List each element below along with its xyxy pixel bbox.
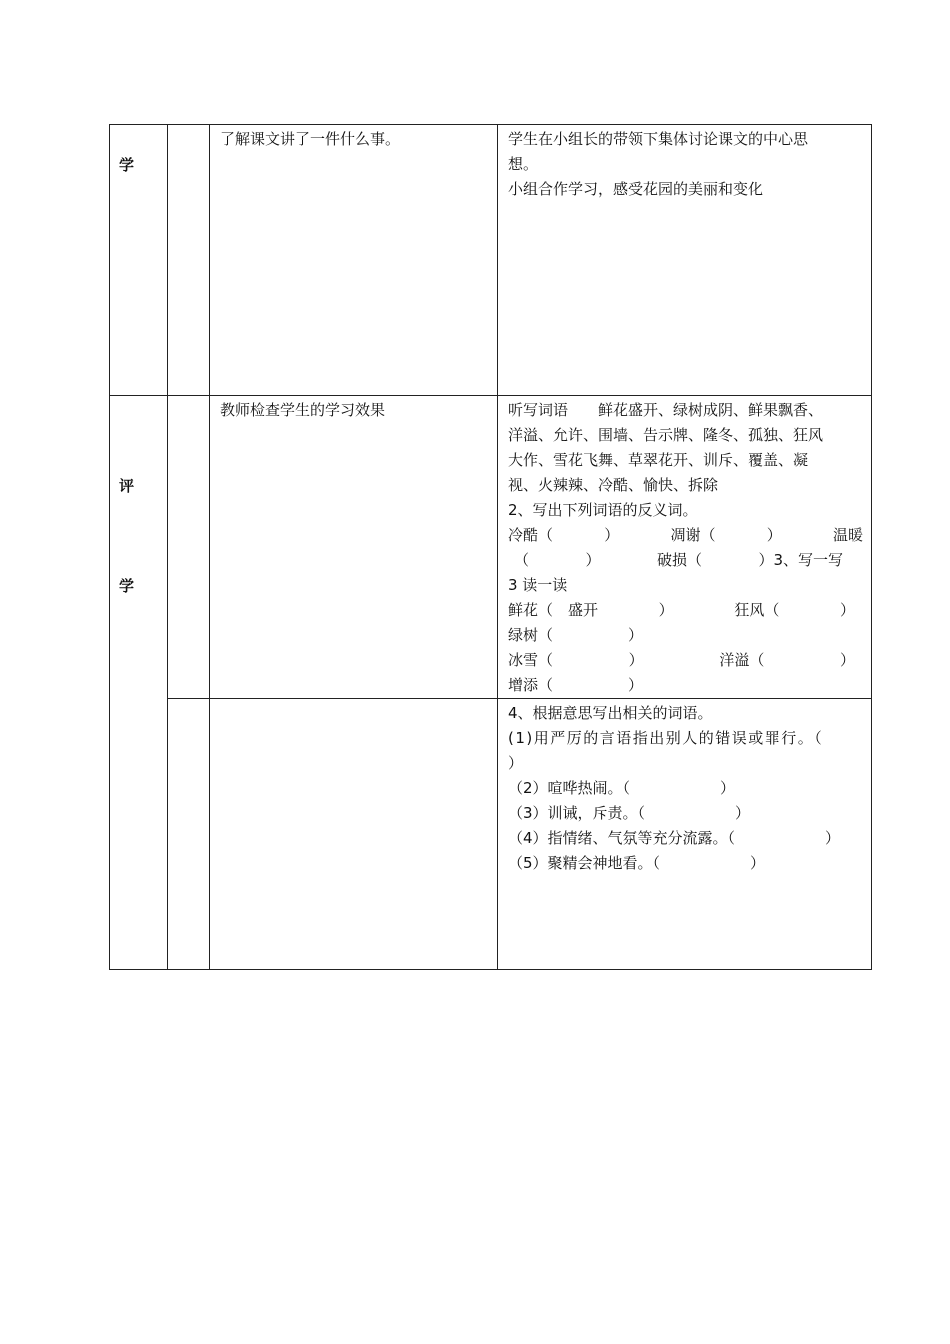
antonym-part: 温暖 bbox=[832, 526, 863, 544]
read-part: 鲜花（ 盛开 bbox=[508, 601, 599, 619]
read-line: 增添（ ） bbox=[508, 676, 644, 694]
empty-cell bbox=[168, 699, 210, 970]
exercise-item: （2）喧哗热闹。（ ） bbox=[508, 779, 736, 797]
stage-label: 学 bbox=[119, 156, 135, 174]
antonym-part: ） bbox=[604, 526, 620, 544]
stage-cell bbox=[110, 396, 168, 970]
dictation-line: 大作、雪花飞舞、草翠花开、训斥、覆盖、凝 bbox=[508, 451, 809, 469]
antonym-part: 破损（ bbox=[656, 551, 702, 569]
stage-label: 评 bbox=[119, 477, 135, 495]
empty-cell bbox=[168, 125, 210, 396]
exercise-cell bbox=[498, 396, 872, 699]
stage-label: 学 bbox=[119, 577, 135, 595]
exercise-item: （3）训诫，斥责。（ ） bbox=[508, 804, 751, 822]
antonym-part: 冷酷（ bbox=[508, 526, 554, 544]
antonym-part: ）3、写一写 bbox=[758, 551, 843, 569]
table-row bbox=[110, 125, 872, 396]
exercise-item: (1)用严厉的言语指出别人的错误或罪行。（ bbox=[508, 729, 824, 747]
antonym-part: ） bbox=[585, 551, 601, 569]
read-line bbox=[508, 648, 863, 673]
student-line: 学生在小组长的带领下集体讨论课文的中心思 bbox=[508, 130, 809, 148]
antonym-part: （ bbox=[514, 551, 530, 569]
table-row bbox=[110, 396, 872, 699]
exercise-item: ） bbox=[508, 754, 524, 772]
activity-cell bbox=[210, 396, 498, 699]
read-line: 绿树（ ） bbox=[508, 626, 644, 644]
empty-cell bbox=[210, 699, 498, 970]
lesson-plan-table bbox=[109, 124, 872, 970]
read-part: ） bbox=[839, 651, 855, 669]
antonym-part: 凋谢（ bbox=[670, 526, 716, 544]
read-part: ） bbox=[839, 601, 855, 619]
table-row bbox=[110, 699, 872, 970]
empty-cell bbox=[168, 396, 210, 699]
student-activity-cell bbox=[498, 125, 872, 396]
exercise-cell bbox=[498, 699, 872, 970]
antonym-part: ） bbox=[766, 526, 782, 544]
exercise-item: （4）指情绪、气氛等充分流露。（ ） bbox=[508, 829, 841, 847]
dictation-line: 视、火辣辣、冷酷、愉快、拆除 bbox=[508, 476, 719, 494]
exercise-item: （5）聚精会神地看。（ ） bbox=[508, 854, 766, 872]
read-title: 3 读一读 bbox=[508, 576, 568, 594]
dictation-line: 洋溢、允许、围墙、告示牌、隆冬、孤独、狂风 bbox=[508, 426, 824, 444]
read-part: 狂风（ bbox=[734, 601, 780, 619]
stage-cell bbox=[110, 125, 168, 396]
activity-cell bbox=[210, 125, 498, 396]
read-line bbox=[508, 598, 863, 623]
read-part: ） bbox=[628, 651, 644, 669]
read-part: ） bbox=[658, 601, 674, 619]
read-part: 冰雪（ bbox=[508, 651, 554, 669]
exercise-title: 4、根据意思写出相关的词语。 bbox=[508, 704, 713, 722]
antonym-title: 2、写出下列词语的反义词。 bbox=[508, 501, 698, 519]
read-part: 洋溢（ bbox=[719, 651, 765, 669]
dictation-line: 听写词语 鲜花盛开、绿树成阴、鲜果飘香、 bbox=[508, 401, 824, 419]
student-line: 想。 bbox=[508, 155, 539, 173]
antonym-line bbox=[508, 548, 863, 573]
activity-text: 了解课文讲了一件什么事。 bbox=[220, 130, 401, 148]
antonym-line bbox=[508, 523, 863, 548]
student-line: 小组合作学习，感受花园的美丽和变化 bbox=[508, 180, 764, 198]
activity-text: 教师检查学生的学习效果 bbox=[220, 401, 386, 419]
